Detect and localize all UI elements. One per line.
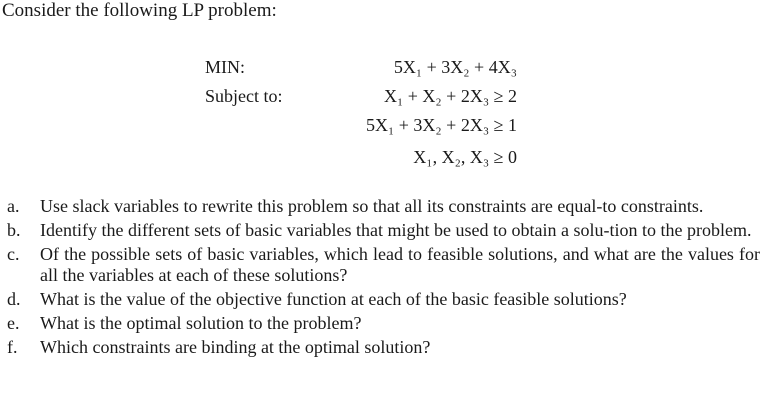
- question-item: [0, 196, 760, 217]
- constraint-1: X₁ + X₂ + 2X₃ ≥ 2: [383, 86, 517, 106]
- question-text: Use slack variables to rewrite this problem so that all its constraints are equal-to constraints.: [40, 196, 704, 216]
- question-text: Which constraints are binding at the optimal solution?: [40, 337, 431, 357]
- objective-label: MIN:: [205, 57, 245, 77]
- question-text: What is the optimal solution to the problem?: [40, 313, 362, 333]
- question-letter: d.: [7, 289, 21, 309]
- constraint-2: 5X₁ + 3X₂ + 2X₃ ≥ 1: [365, 115, 517, 135]
- nonnegativity-constraint: X₁, X₂, X₃ ≥ 0: [413, 147, 517, 167]
- subject-to-label: Subject to:: [205, 86, 283, 106]
- question-letter: f.: [7, 337, 18, 357]
- question-list: [0, 196, 760, 361]
- question-letter: c.: [7, 244, 20, 264]
- question-letter: e.: [7, 313, 20, 333]
- question-item: [0, 220, 760, 241]
- question-text: Identify the different sets of basic variables that might be used to obtain a solu-tion to the problem.: [40, 220, 752, 240]
- question-item: [0, 244, 760, 286]
- question-text: What is the value of the objective function at each of the basic feasible solutions?: [40, 289, 627, 309]
- intro-text: Consider the following LP problem:: [2, 0, 277, 21]
- question-item: [0, 337, 760, 358]
- question-text: Of the possible sets of basic variables, which lead to feasible solutions, and what are the values for all the variables at each of these solutions?: [40, 244, 760, 285]
- question-letter: b.: [7, 220, 21, 240]
- question-item: [0, 313, 760, 334]
- question-letter: a.: [7, 196, 20, 216]
- objective-expression: 5X₁ + 3X₂ + 4X₃: [393, 57, 517, 77]
- question-item: [0, 289, 760, 310]
